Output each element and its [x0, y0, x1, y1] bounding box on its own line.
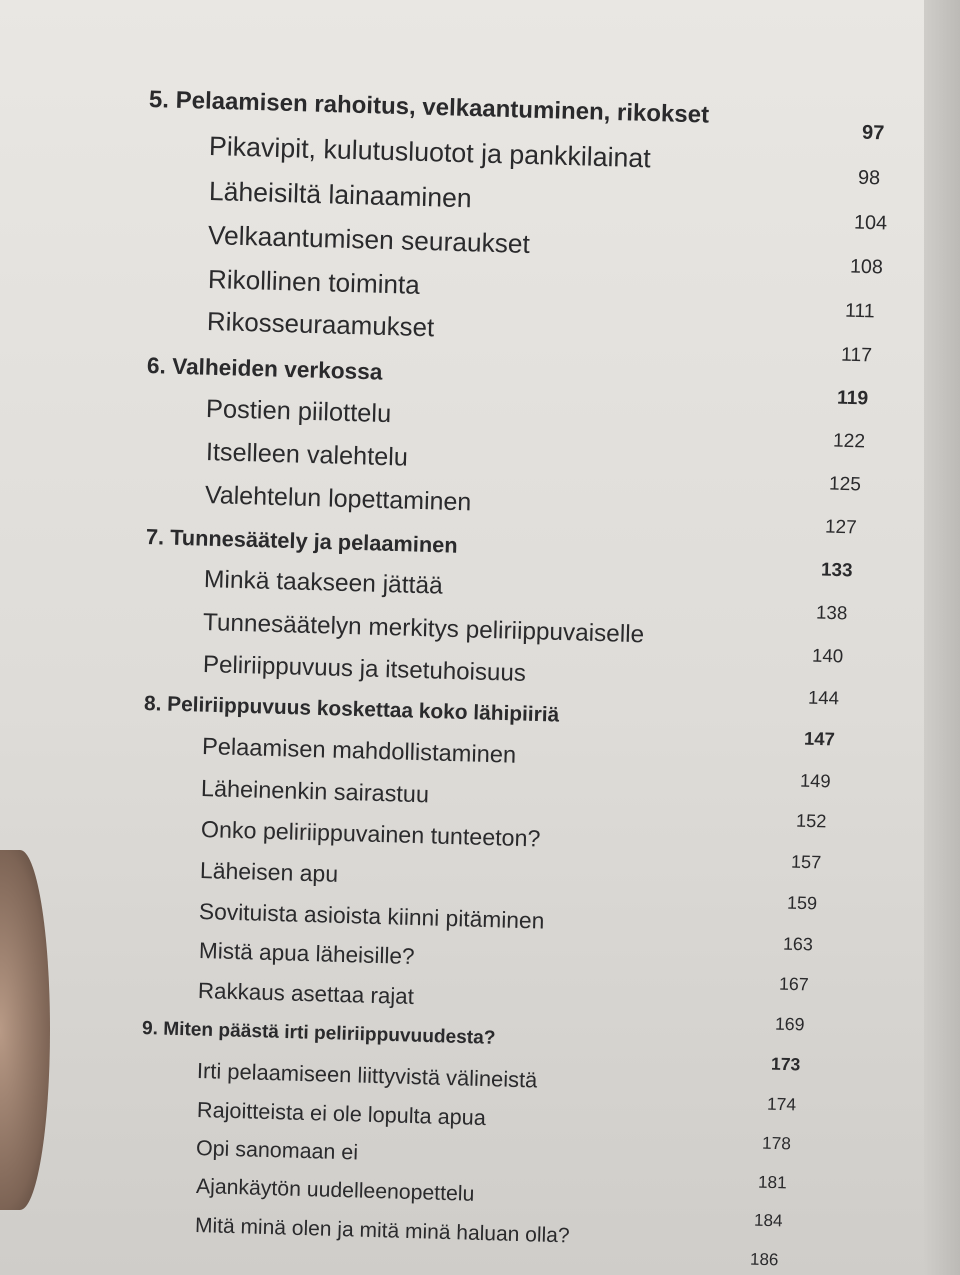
page-number: 184 [753, 1210, 783, 1231]
page-number: 147 [803, 728, 835, 750]
page-number: 167 [778, 973, 809, 995]
chapter-title: 5. Pelaamisen rahoitus, velkaantuminen, rikokset [148, 86, 710, 129]
page-number: 108 [849, 255, 883, 279]
section-title: Minkä taakseen jättää [203, 566, 443, 601]
page-number: 133 [820, 559, 853, 582]
section-title: Rikollinen toiminta [207, 264, 420, 300]
page-number: 140 [811, 644, 844, 667]
page-number: 159 [787, 892, 818, 914]
section-title: Itselleen valehtelu [205, 438, 408, 472]
page-number: 152 [795, 810, 827, 832]
page-number: 144 [807, 686, 840, 709]
page-number: 125 [828, 473, 862, 496]
page-number: 169 [774, 1013, 805, 1035]
finger [0, 850, 50, 1210]
page-number: 163 [782, 933, 814, 955]
page-number: 111 [845, 299, 876, 323]
section-title: Opi sanomaan ei [195, 1136, 359, 1165]
section-title: Sovituista asioista kiinni pitäminen [199, 897, 546, 934]
page-number: 138 [816, 602, 848, 624]
section-title: Mitä minä olen ja mitä minä haluan olla? [194, 1213, 570, 1247]
section-title: Läheisen apu [199, 857, 339, 887]
page-number: 97 [861, 121, 885, 145]
section-title: Velkaantumisen seuraukset [207, 219, 531, 259]
chapter-title: 8. Peliriippuvuus koskettaa koko lähipiiriä [144, 692, 560, 728]
section-title: Läheinenkin sairastuu [200, 775, 430, 808]
page-number: 174 [766, 1093, 796, 1114]
chapter-title: 6. Valheiden verkossa [146, 351, 383, 385]
page-number: 181 [758, 1171, 788, 1193]
page-number: 122 [832, 430, 866, 453]
section-title: Peliriippuvuus ja itsetuhoisuus [202, 650, 527, 687]
page-edge [924, 0, 960, 1275]
page-number: 127 [824, 516, 857, 539]
section-title: Postien piilottelu [205, 395, 392, 429]
section-title: Onko peliriippuvainen tunteeton? [200, 816, 541, 852]
page-number: 98 [857, 166, 881, 190]
page-number: 178 [762, 1132, 792, 1154]
section-title: Irti pelaamiseen liittyvistä välineistä [196, 1057, 538, 1093]
section-title: Rakkaus asettaa rajat [197, 978, 415, 1010]
chapter-title: 9. Miten päästä irti peliriippuvuudesta? [141, 1017, 496, 1049]
page-number: 119 [836, 387, 869, 410]
page-number: 104 [853, 211, 888, 234]
page-number: 173 [770, 1053, 801, 1075]
section-title: Rikosseuraamukset [206, 308, 435, 343]
section-title: Läheisiltä lainaaminen [208, 175, 472, 213]
section-title: Valehtelun lopettaminen [204, 481, 472, 517]
section-title: Tunnesäätelyn merkitys peliriippuvaiselle [202, 608, 645, 649]
section-title: Rajoitteista ei ole lopulta apua [196, 1096, 486, 1130]
page-number: 149 [799, 769, 831, 792]
section-title: Pikavipit, kulutusluotot ja pankkilainat [209, 130, 652, 174]
section-title: Pelaamisen mahdollistaminen [201, 734, 517, 769]
section-title: Mistä apua läheisille? [198, 938, 415, 970]
page-number: 117 [840, 343, 873, 367]
chapter-title: 7. Tunnesäätely ja pelaaminen [145, 524, 458, 558]
page-number: 157 [791, 851, 822, 873]
page-number: 186 [749, 1249, 779, 1269]
section-title: Ajankäytön uudelleenopettelu [195, 1174, 475, 1206]
